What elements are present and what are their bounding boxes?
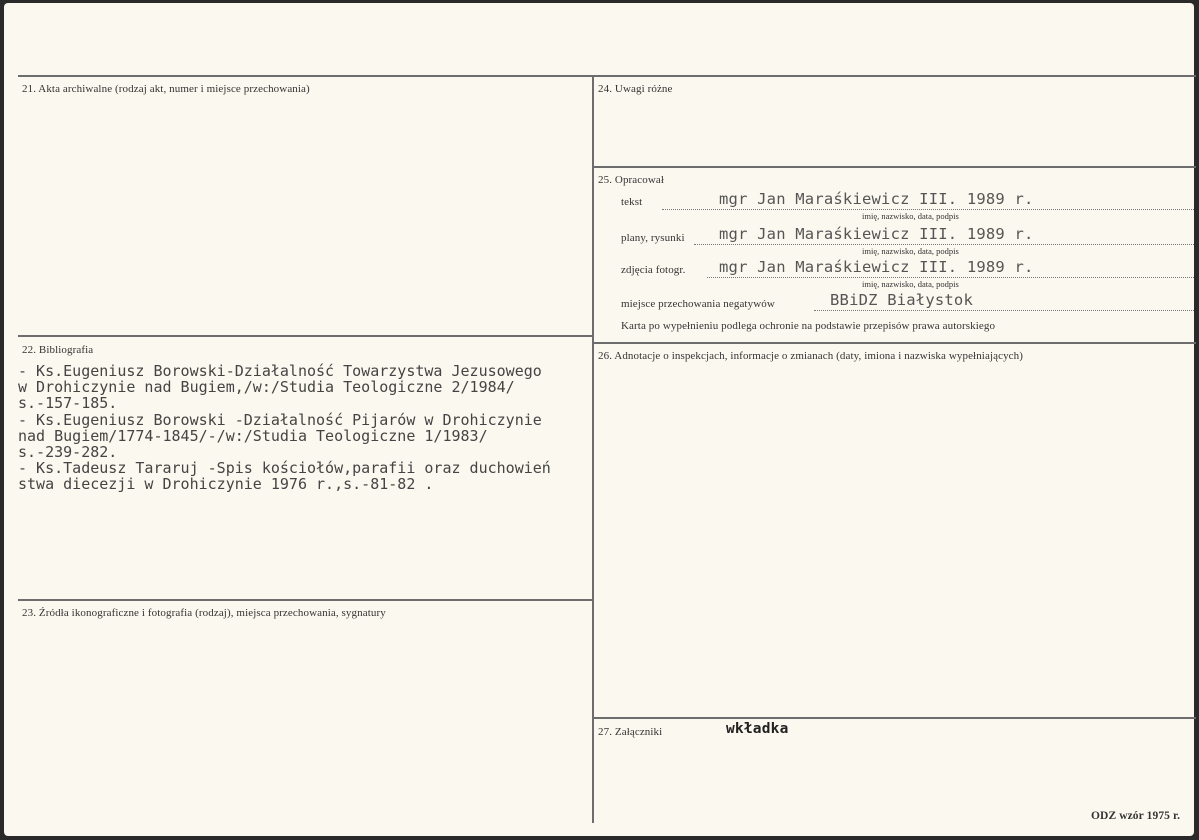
rule-26 [594, 342, 1196, 344]
bibliography-line: w Drohiczynie nad Bugiem,/w:/Studia Teologiczne 2/1984/ [18, 378, 515, 397]
bibliography-line: - Ks.Eugeniusz Borowski -Działalność Pijarów w Drohiczynie [18, 410, 542, 429]
bibliography-line: stwa diecezji w Drohiczynie 1976 r.,s.-81-82 . [18, 475, 434, 494]
section-24-label: 24. Uwagi różne [598, 83, 673, 95]
tekst-label: tekst [621, 196, 643, 208]
negatives-value: BBiDZ Białystok [830, 291, 973, 309]
plany-value: mgr Jan Maraśkiewicz III. 1989 r. [719, 225, 1034, 243]
bibliography-line: s.-157-185. [18, 394, 118, 413]
record-card [4, 3, 1194, 836]
section-27-label: 27. Załączniki [598, 726, 663, 738]
copyright-note: Karta po wypełnieniu podlega ochronie na podstawie przepisów prawa autorskiego [621, 320, 996, 332]
rule-27 [594, 717, 1196, 719]
plany-line [694, 244, 1194, 245]
top-rule [18, 75, 1196, 77]
rule-23 [18, 599, 592, 601]
negatives-line [814, 310, 1194, 311]
form-footer: ODZ wzór 1975 r. [1091, 810, 1181, 822]
bibliography-list [18, 363, 551, 493]
section-26-label: 26. Adnotacje o inspekcjach, informacje o zmianach (daty, imiona i nazwiska wypełniających) [598, 350, 1024, 362]
section-22-label: 22. Bibliografia [22, 344, 94, 356]
tekst-line [662, 209, 1194, 210]
section-23-label: 23. Źródła ikonograficzne i fotografia (rodzaj), miejsca przechowania, sygnatury [22, 607, 386, 619]
center-divider [592, 75, 594, 823]
attachments-value: wkładka [726, 721, 789, 737]
plany-label: plany, rysunki [621, 232, 685, 244]
tekst-value: mgr Jan Maraśkiewicz III. 1989 r. [719, 190, 1034, 208]
negatives-label: miejsce przechowania negatywów [621, 298, 775, 310]
bibliography-line: - Ks.Eugeniusz Borowski-Działalność Towarzystwa Jezusowego [18, 362, 542, 380]
zdjecia-value: mgr Jan Maraśkiewicz III. 1989 r. [719, 258, 1034, 276]
section-25-label: 25. Opracował [598, 174, 665, 186]
plany-caption: imię, nazwisko, data, podpis [862, 246, 959, 256]
rule-25 [594, 166, 1196, 168]
zdjecia-line [707, 277, 1194, 278]
bibliography-line: s.-239-282. [18, 443, 118, 462]
zdjecia-caption: imię, nazwisko, data, podpis [862, 279, 959, 289]
section-21-label: 21. Akta archiwalne (rodzaj akt, numer i miejsce przechowania) [22, 83, 310, 95]
bibliography-line: - Ks.Tadeusz Tararuj -Spis kościołów,parafii oraz duchowień [18, 459, 551, 478]
zdjecia-label: zdjęcia fotogr. [621, 264, 686, 276]
bibliography-line: nad Bugiem/1774-1845/-/w:/Studia Teologiczne 1/1983/ [18, 426, 488, 445]
rule-22 [18, 335, 592, 337]
tekst-caption: imię, nazwisko, data, podpis [862, 211, 959, 221]
